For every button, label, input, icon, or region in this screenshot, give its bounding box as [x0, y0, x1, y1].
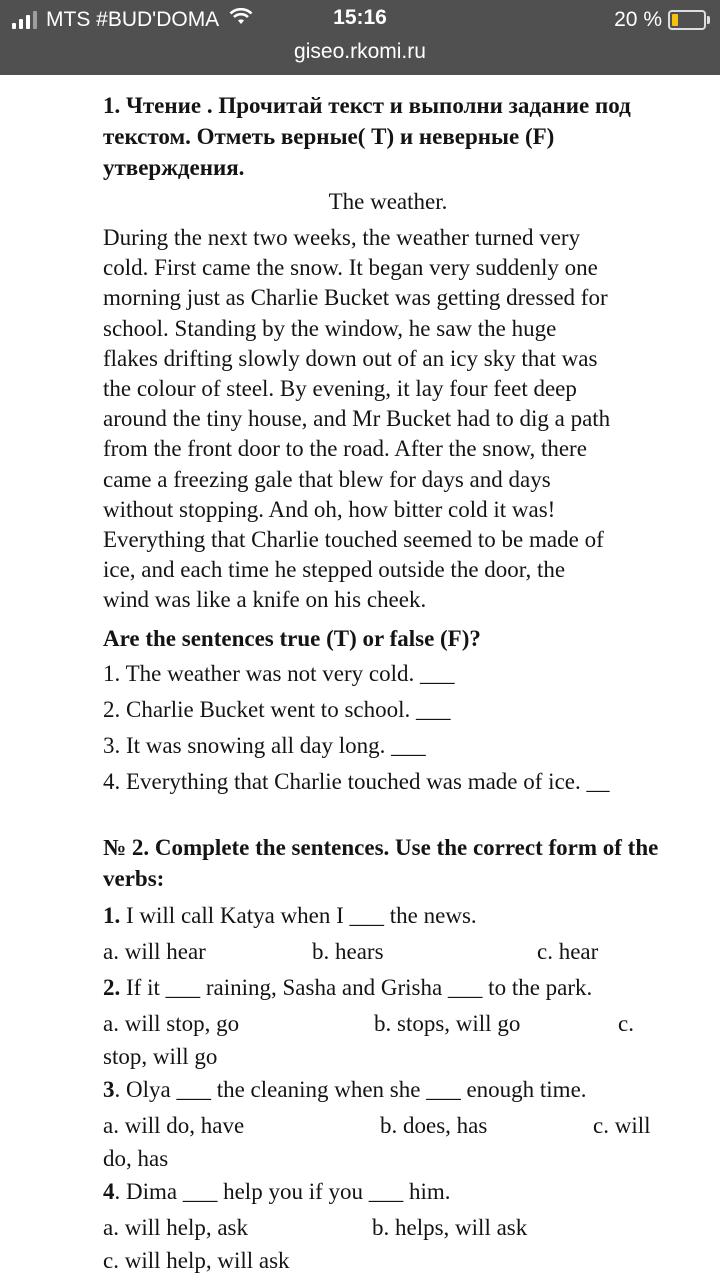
question-text: . Olya ___ the cleaning when she ___ enough time. — [114, 1076, 587, 1102]
option-a: a. will stop, go — [103, 1010, 240, 1036]
passage-line: without stopping. And oh, how bitter cold it was! — [103, 496, 556, 522]
options-2 — [103, 1006, 673, 1042]
options-4 — [103, 1210, 673, 1246]
carrier-name: MTS #BUD'DOMA — [46, 8, 220, 31]
passage-line: from the front door to the road. After the snow, there — [103, 436, 587, 462]
option-a: a. will do, have — [103, 1112, 245, 1138]
option-b: b. does, has — [380, 1112, 488, 1138]
address-url[interactable]: giseo.rkomi.ru — [294, 40, 426, 63]
question-3 — [103, 1072, 673, 1108]
question-1 — [103, 898, 673, 934]
option-b: b. stops, will go — [374, 1010, 521, 1036]
option-c-continued: stop, will go — [103, 1043, 218, 1069]
clock: 15:16 — [333, 6, 387, 29]
passage-line: cold. First came the snow. It began very suddenly one — [103, 255, 598, 281]
question-number: 2. — [103, 974, 121, 1000]
reading-passage — [103, 223, 673, 616]
question-number: 1. — [103, 902, 121, 928]
passage-line: the colour of steel. By evening, it lay four feet deep — [103, 376, 577, 402]
status-right — [614, 6, 706, 34]
passage-line: Everything that Charlie touched seemed to be made of — [103, 527, 604, 553]
option-c: c. — [618, 1010, 634, 1036]
battery-percentage: 20 % — [614, 8, 662, 31]
option-c: c. hear — [537, 938, 599, 964]
option-b: b. helps, will ask — [372, 1214, 528, 1240]
status-bar — [0, 0, 720, 75]
question-text: I will call Katya when I ___ the news. — [120, 902, 477, 928]
question-text: . Dima ___ help you if you ___ him. — [114, 1178, 451, 1204]
task2-heading: № 2. Complete the sentences. Use the correct form of the verbs: — [103, 834, 659, 891]
option-c-continued: c. will help, will ask — [103, 1247, 290, 1273]
tf-statement-4: 4. Everything that Charlie touched was made of ice. __ — [103, 768, 610, 794]
passage-line: During the next two weeks, the weather turned very — [103, 225, 581, 250]
option-c: c. will — [593, 1112, 651, 1138]
options-3 — [103, 1108, 673, 1144]
battery-icon — [668, 10, 706, 30]
document-page — [103, 88, 673, 1276]
true-false-title: Are the sentences true (T) or false (F)? — [103, 625, 481, 651]
option-b: b. hears — [312, 938, 384, 964]
passage-line: came a freezing gale that blew for days and days — [103, 466, 551, 492]
option-c-continued: do, has — [103, 1145, 169, 1171]
passage-line: flakes drifting slowly down out of an icy sky that was — [103, 345, 598, 371]
task1-heading: 1. Чтение . Прочитай текст и выполни задание под текстом. Отметь верные( T) и неверные (F) утверждения. — [103, 93, 631, 180]
option-a: a. will help, ask — [103, 1214, 248, 1240]
question-2 — [103, 970, 673, 1006]
passage-line: wind was like a knife on his cheek. — [103, 587, 427, 613]
question-number: 4 — [103, 1178, 115, 1204]
question-4 — [103, 1174, 673, 1210]
question-number: 3 — [103, 1076, 115, 1102]
question-text: If it ___ raining, Sasha and Grisha ___ to the park. — [120, 974, 593, 1000]
passage-title: The weather. — [328, 189, 448, 214]
tf-statement-2: 2. Charlie Bucket went to school. ___ — [103, 696, 451, 722]
passage-line: school. Standing by the window, he saw the huge — [103, 315, 557, 341]
options-1 — [103, 934, 673, 970]
tf-statement-3: 3. It was snowing all day long. ___ — [103, 732, 426, 758]
option-a: a. will hear — [103, 938, 206, 964]
passage-line: morning just as Charlie Bucket was getting dressed for — [103, 285, 608, 311]
tf-statement-1: 1. The weather was not very cold. ___ — [103, 660, 455, 686]
passage-line: around the tiny house, and Mr Bucket had to dig a path — [103, 406, 611, 432]
passage-line: ice, and each time he stepped outside the door, the — [103, 557, 566, 583]
